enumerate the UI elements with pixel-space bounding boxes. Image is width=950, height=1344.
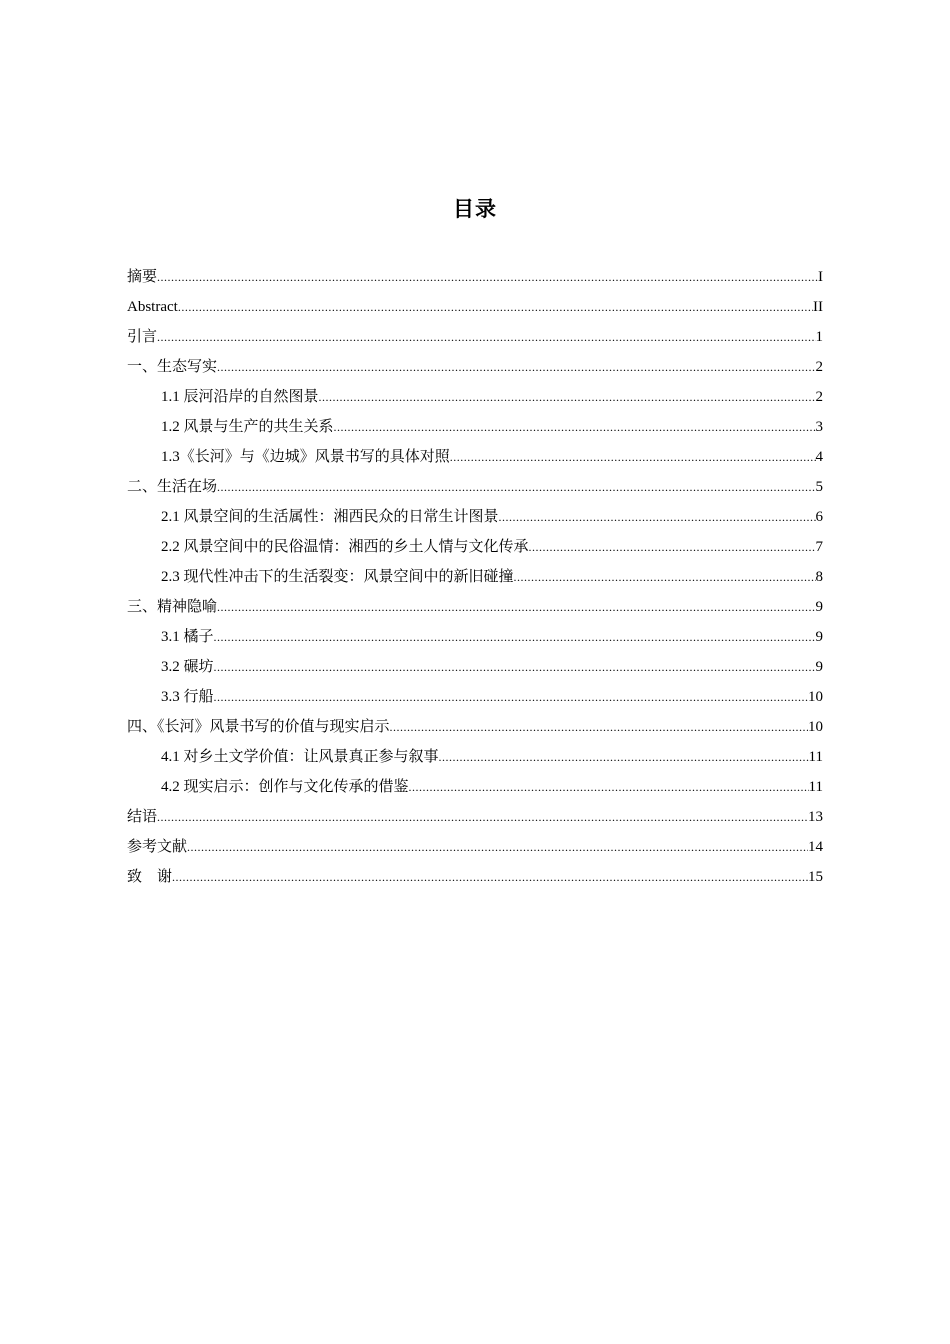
toc-entry[interactable] (127, 592, 823, 622)
toc-entry[interactable] (127, 382, 823, 412)
toc-entry[interactable] (127, 682, 823, 712)
toc-dot-leader (450, 442, 816, 472)
toc-dot-leader (157, 322, 815, 352)
toc-dot-leader (439, 742, 809, 772)
toc-entry-label: 3.2 碾坊 (161, 659, 214, 675)
toc-dot-leader (214, 682, 808, 712)
toc-entry-label: 3.3 行船 (161, 689, 214, 705)
toc-dot-leader (214, 622, 816, 652)
toc-dot-leader (409, 772, 809, 802)
toc-entry-label: 1.3《长河》与《边城》风景书写的具体对照 (161, 449, 450, 465)
toc-entry[interactable] (127, 532, 823, 562)
toc-entry-label: 一、生态写实 (127, 359, 218, 375)
toc-entry[interactable] (127, 322, 823, 352)
toc-entry[interactable] (127, 802, 823, 832)
toc-entry[interactable] (127, 412, 823, 442)
toc-dot-leader (217, 472, 815, 502)
toc-page-number: 14 (808, 839, 823, 855)
toc-entry[interactable] (127, 502, 823, 532)
toc-entry[interactable] (127, 772, 823, 802)
toc-title: 目录 (453, 197, 497, 221)
toc-page-number: 11 (808, 749, 823, 765)
toc-dot-leader (390, 712, 808, 742)
toc-dot-leader (172, 862, 808, 892)
toc-entry-label: 摘要 (127, 269, 158, 285)
toc-entry[interactable] (127, 862, 823, 892)
toc-page-number: 11 (808, 779, 823, 795)
toc-dot-leader (214, 652, 816, 682)
toc-entry[interactable] (127, 352, 823, 382)
toc-entry-label: 2.2 风景空间中的民俗温情：湘西的乡土人情与文化传承 (161, 539, 529, 555)
toc-page-number: 10 (808, 719, 823, 735)
toc-page-number: 1 (815, 329, 823, 345)
toc-entry[interactable] (127, 742, 823, 772)
toc-page-number: 4 (815, 449, 823, 465)
toc-entry-label: 结语 (127, 809, 158, 825)
toc-dot-leader (217, 352, 815, 382)
toc-entry-label: 三、精神隐喻 (127, 599, 218, 615)
toc-entry[interactable] (127, 472, 823, 502)
toc-page-number: 6 (815, 509, 823, 525)
toc-entry-label: 2.1 风景空间的生活属性：湘西民众的日常生计图景 (161, 509, 499, 525)
toc-dot-leader (217, 592, 815, 622)
toc-dot-leader (319, 382, 816, 412)
toc-dot-leader (187, 832, 808, 862)
toc-entry-label: 引言 (127, 329, 158, 345)
toc-page-number: 9 (815, 599, 823, 615)
toc-entry-label: 四、《长河》风景书写的价值与现实启示 (127, 719, 390, 735)
toc-entry-label: Abstract (127, 299, 178, 315)
toc-entry-label: 3.1 橘子 (161, 629, 214, 645)
toc-entry-label: 2.3 现代性冲击下的生活裂变：风景空间中的新旧碰撞 (161, 569, 514, 585)
toc-entry[interactable] (127, 652, 823, 682)
toc-page-number: 15 (808, 869, 823, 885)
toc-entry[interactable] (127, 292, 823, 322)
toc-page-number: 3 (815, 419, 823, 435)
toc-entry[interactable] (127, 442, 823, 472)
toc-entry[interactable] (127, 562, 823, 592)
toc-page-number: II (813, 299, 823, 315)
toc-entry-label: 1.2 风景与生产的共生关系 (161, 419, 334, 435)
toc-page-number: I (818, 269, 823, 285)
toc-dot-leader (529, 532, 816, 562)
toc-entry-label: 二、生活在场 (127, 479, 218, 495)
toc-page-number: 5 (815, 479, 823, 495)
toc-entry-label: 致 谢 (127, 869, 173, 885)
toc-dot-leader (514, 562, 816, 592)
toc-dot-leader (334, 412, 816, 442)
toc-page-number: 9 (815, 629, 823, 645)
toc-dot-leader (157, 262, 818, 292)
toc-page-number: 2 (815, 359, 823, 375)
toc-entry-label: 1.1 辰河沿岸的自然图景 (161, 389, 319, 405)
toc-entry[interactable] (127, 832, 823, 862)
toc-page-number: 13 (808, 809, 823, 825)
toc-entry-label: 4.1 对乡土文学价值：让风景真正参与叙事 (161, 749, 439, 765)
toc-page-number: 2 (815, 389, 823, 405)
toc-page-number: 8 (815, 569, 823, 585)
toc-entry[interactable] (127, 712, 823, 742)
toc-page-number: 7 (815, 539, 823, 555)
toc-entry[interactable] (127, 622, 823, 652)
toc-page-number: 10 (808, 689, 823, 705)
toc-dot-leader (178, 292, 813, 322)
toc-dot-leader (157, 802, 808, 832)
toc-entry-label: 参考文献 (127, 839, 188, 855)
toc-entry[interactable] (127, 262, 823, 292)
toc-dot-leader (499, 502, 816, 532)
table-of-contents (127, 262, 823, 892)
toc-entry-label: 4.2 现实启示：创作与文化传承的借鉴 (161, 779, 409, 795)
toc-page-number: 9 (815, 659, 823, 675)
